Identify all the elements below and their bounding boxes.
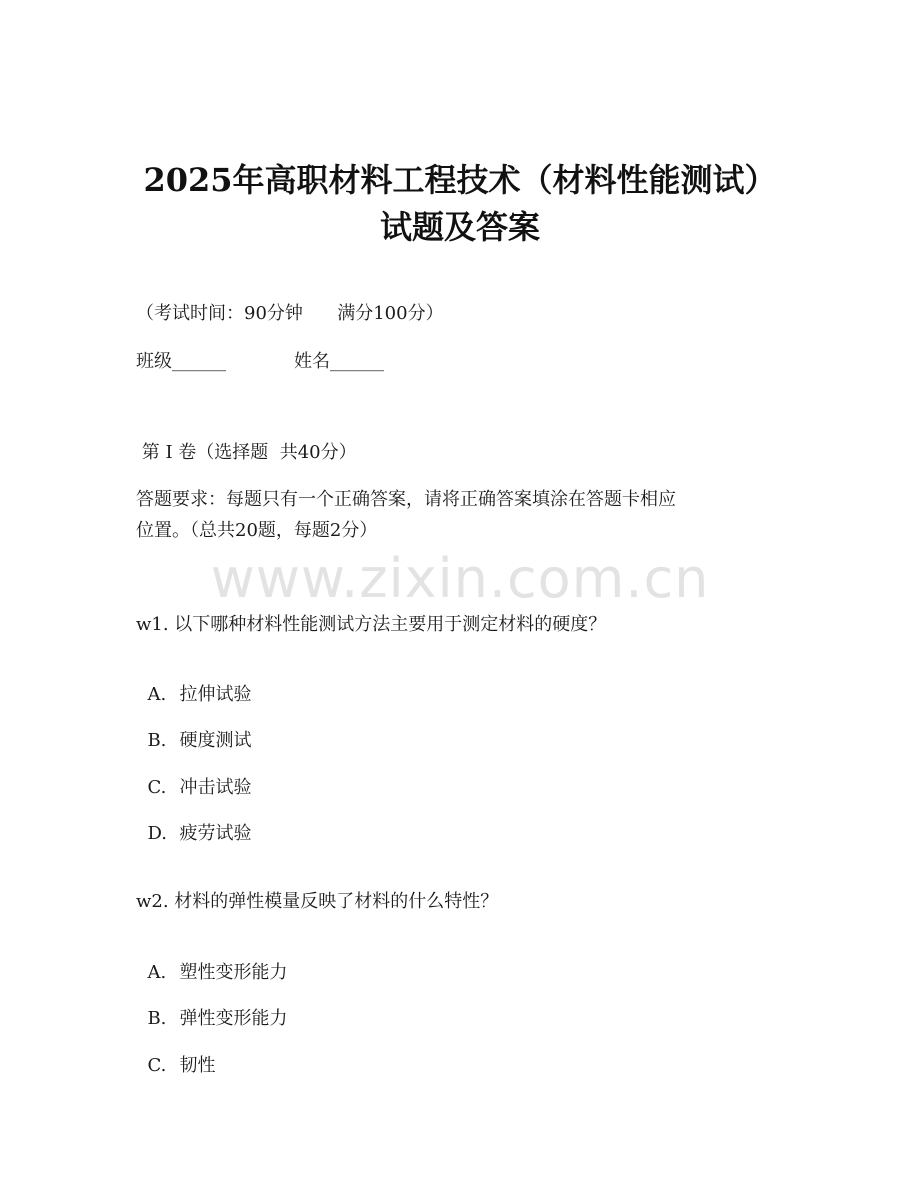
option-text: 硬度测试 xyxy=(179,730,252,751)
option-letter: D. xyxy=(147,823,167,844)
option-letter: C. xyxy=(147,777,167,798)
option-letter: B. xyxy=(147,730,167,751)
question-1-stem: w1. 以下哪种材料性能测试方法主要用于测定材料的硬度？ xyxy=(136,614,607,635)
question-2-option-c[interactable] xyxy=(136,1030,215,1078)
exam-info: （考试时间：90分钟 满分100分） xyxy=(136,303,444,324)
question-1-option-b[interactable] xyxy=(136,705,251,753)
name-field-label: 姓名______ xyxy=(294,351,384,372)
option-letter: A. xyxy=(147,684,167,705)
question-2-option-b[interactable] xyxy=(136,983,287,1031)
option-letter: A. xyxy=(147,962,167,983)
option-text: 韧性 xyxy=(179,1055,216,1076)
question-1-option-d[interactable] xyxy=(136,798,251,846)
instructions-line-1: 答题要求：每题只有一个正确答案，请将正确答案填涂在答题卡相应 xyxy=(136,489,676,510)
question-1-option-c[interactable] xyxy=(136,752,251,800)
option-text: 塑性变形能力 xyxy=(179,962,288,983)
option-text: 弹性变形能力 xyxy=(179,1008,288,1029)
document-title-line-2: 试题及答案 xyxy=(379,208,540,246)
option-text: 拉伸试验 xyxy=(179,684,252,705)
instructions-line-2: 位置。（总共20题，每题2分） xyxy=(136,520,378,541)
question-2-stem: w2. 材料的弹性模量反映了材料的什么特性？ xyxy=(136,891,499,912)
option-letter: C. xyxy=(147,1055,167,1076)
option-text: 疲劳试验 xyxy=(179,823,252,844)
question-1-option-a[interactable] xyxy=(136,659,251,707)
watermark: www.zixin.com.cn xyxy=(210,547,710,610)
document-title-line-1: 2025年高职材料工程技术（材料性能测试） xyxy=(143,161,777,199)
class-field-label: 班级______ xyxy=(136,351,226,372)
option-text: 冲击试验 xyxy=(179,777,252,798)
option-letter: B. xyxy=(147,1008,167,1029)
section-header: 第 I 卷（选择题 共40分） xyxy=(136,442,357,463)
question-2-option-a[interactable] xyxy=(136,937,287,985)
